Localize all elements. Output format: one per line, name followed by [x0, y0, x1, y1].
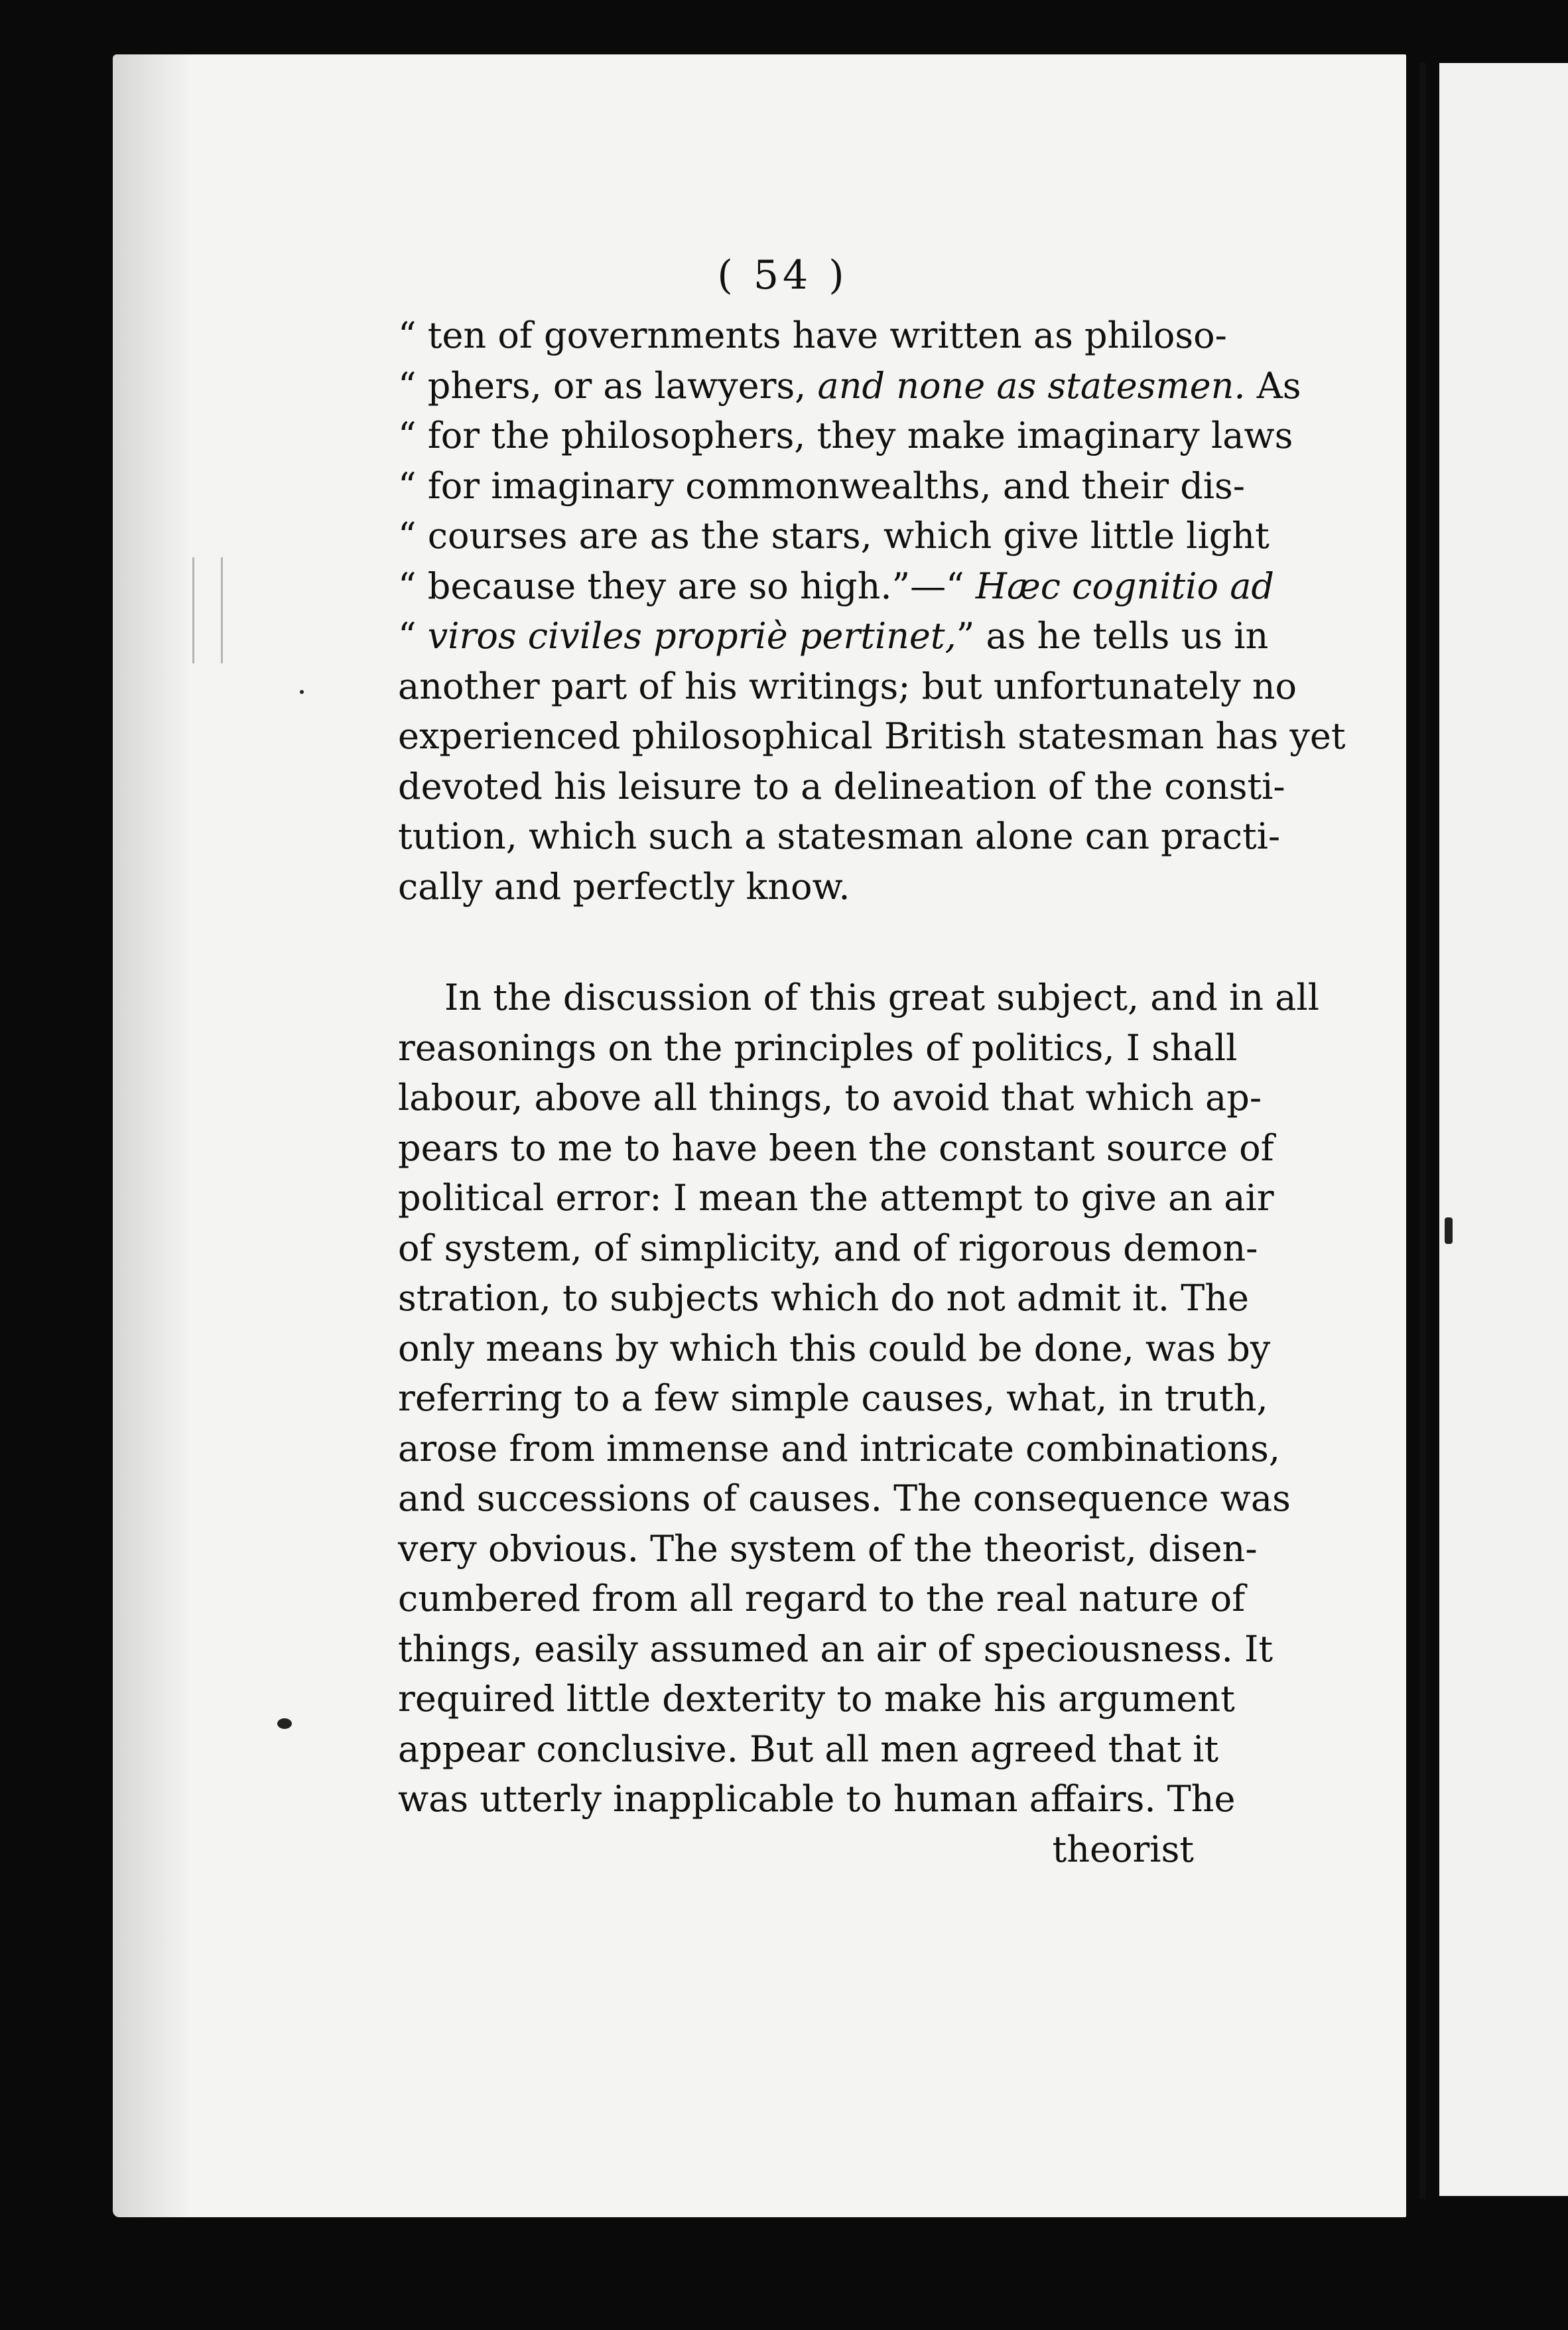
paragraph-main: [398, 973, 1319, 1824]
text-line: things, easily assumed an air of speciousness. It: [398, 1627, 1274, 1670]
text-line: appear conclusive. But all men agreed that it: [398, 1728, 1219, 1770]
gutter-shadow: [113, 54, 192, 2217]
text-line: labour, above all things, to avoid that which ap-: [398, 1077, 1262, 1119]
text-line: required little dexterity to make his argument: [398, 1678, 1235, 1720]
text-line: In the discussion of this great subject, and in all: [444, 977, 1319, 1018]
catchword: theorist: [1052, 1828, 1194, 1870]
italic-phrase: and none as statesmen.: [817, 364, 1246, 407]
text-line: of system, of simplicity, and of rigorous demon-: [398, 1227, 1258, 1269]
text-line: devoted his leisure to a delineation of the consti-: [398, 765, 1285, 807]
text-line: tution, which such a statesman alone can practi-: [398, 815, 1281, 857]
paragraph-quotation: [398, 310, 1346, 912]
text-line-start: “ because they are so high.”—“: [398, 565, 976, 607]
text-line: was utterly inapplicable to human affairs. The: [398, 1778, 1236, 1820]
text-line: [398, 361, 1301, 411]
text-line: arose from immense and intricate combinations,: [398, 1427, 1280, 1470]
text-line: very obvious. The system of the theorist, disen-: [398, 1527, 1258, 1570]
text-line: pears to me to have been the constant source of: [398, 1127, 1274, 1169]
ink-speck: [277, 1718, 292, 1729]
text-line: “ for the philosophers, they make imaginary laws: [398, 415, 1293, 456]
text-line-end: ” as he tells us in: [956, 615, 1269, 657]
text-line: referring to a few simple causes, what, in truth,: [398, 1377, 1268, 1419]
italic-phrase: viros civiles propriè pertinet,: [427, 615, 956, 657]
paragraph-gap: [398, 912, 1214, 973]
ink-speck: [1445, 1217, 1453, 1244]
text-line: only means by which this could be done, was by: [398, 1327, 1271, 1369]
text-line: political error: I mean the attempt to give an air: [398, 1177, 1274, 1219]
text-line: reasonings on the principles of politics, I shall: [398, 1026, 1238, 1069]
text-line: “ ten of governments have written as philoso-: [398, 314, 1227, 356]
text-line-end: As: [1245, 364, 1301, 407]
text-line-start: “ phers, or as lawyers,: [398, 364, 818, 407]
italic-phrase: Hæc cognitio ad: [975, 565, 1274, 607]
page-number: ( 54 ): [717, 252, 848, 299]
text-line: and successions of causes. The consequence was: [398, 1477, 1291, 1519]
text-line: [398, 561, 1274, 612]
text-line-start: “: [398, 615, 428, 657]
text-line: [398, 611, 1269, 661]
text-line: experienced philosophical British statesman has yet: [398, 715, 1346, 757]
adjacent-page-edge: [1439, 63, 1568, 2196]
text-line: cumbered from all regard to the real nature of: [398, 1578, 1246, 1619]
text-line: “ courses are as the stars, which give little light: [398, 515, 1270, 557]
ink-speck: [300, 690, 304, 694]
text-line: another part of his writings; but unfortunately no: [398, 665, 1297, 707]
page-text: [398, 252, 1346, 1874]
margin-stain: [192, 557, 223, 663]
page-fold-shadow: [1419, 63, 1426, 2199]
text-line: “ for imaginary commonwealths, and their dis-: [398, 464, 1246, 507]
text-line: stration, to subjects which do not admit it. The: [398, 1277, 1249, 1319]
text-line: cally and perfectly know.: [398, 865, 850, 908]
